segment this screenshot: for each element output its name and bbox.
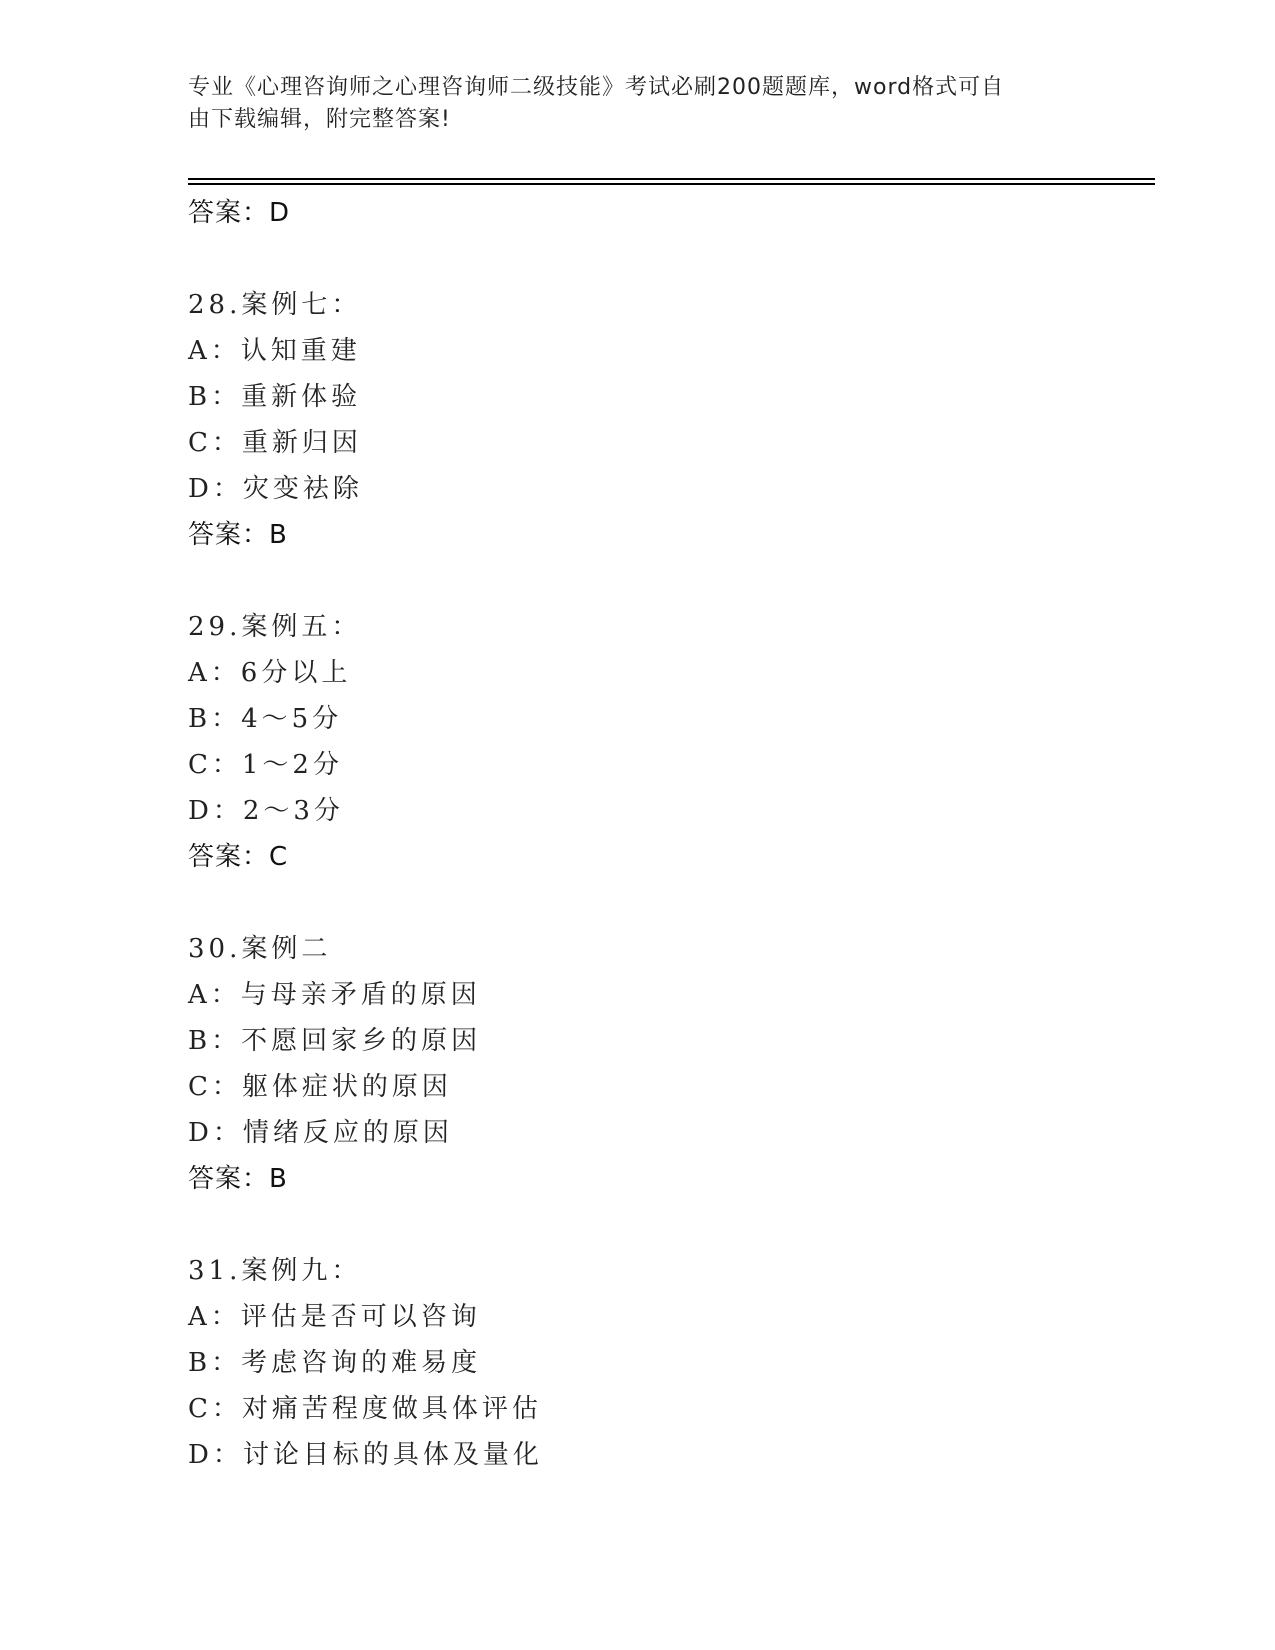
answer-28: 答案：B	[188, 520, 288, 550]
question-28-option-a: A：认知重建	[188, 336, 361, 366]
header-line-1: 专业《心理咨询师之心理咨询师二级技能》考试必刷200题题库，word格式可自	[188, 75, 1005, 100]
question-30-option-a: A：与母亲矛盾的原因	[188, 980, 481, 1010]
question-28-title: 28.案例七：	[188, 290, 362, 320]
header-rule-bottom	[188, 183, 1155, 185]
question-29-title: 29.案例五：	[188, 612, 362, 642]
header-rule-top	[188, 178, 1155, 180]
question-30-option-c: C：躯体症状的原因	[188, 1072, 452, 1102]
document-header	[188, 72, 1068, 136]
question-31-title: 31.案例九：	[188, 1256, 362, 1286]
question-29-option-c: C：1～2分	[188, 750, 343, 780]
question-31-option-a: A：评估是否可以咨询	[188, 1302, 481, 1332]
question-31-option-d: D：讨论目标的具体及量化	[188, 1440, 543, 1470]
question-30-option-b: B：不愿回家乡的原因	[188, 1026, 482, 1056]
header-line-2: 由下载编辑，附完整答案!	[188, 107, 451, 132]
question-29-option-d: D：2～3分	[188, 796, 344, 826]
question-30-title: 30.案例二	[188, 934, 332, 964]
answer-29: 答案：C	[188, 842, 289, 872]
question-30-option-d: D：情绪反应的原因	[188, 1118, 453, 1148]
document-body	[188, 190, 1148, 1478]
question-29-option-b: B：4～5分	[188, 704, 343, 734]
question-28-option-d: D：灾变祛除	[188, 474, 363, 504]
question-28-option-c: C：重新归因	[188, 428, 362, 458]
answer-30: 答案：B	[188, 1164, 288, 1194]
question-28-option-b: B：重新体验	[188, 382, 362, 412]
question-31-option-c: C：对痛苦程度做具体评估	[188, 1394, 542, 1424]
question-29-option-a: A：6分以上	[188, 658, 352, 688]
question-31-option-b: B：考虑咨询的难易度	[188, 1348, 482, 1378]
answer-27: 答案：D	[188, 198, 291, 228]
